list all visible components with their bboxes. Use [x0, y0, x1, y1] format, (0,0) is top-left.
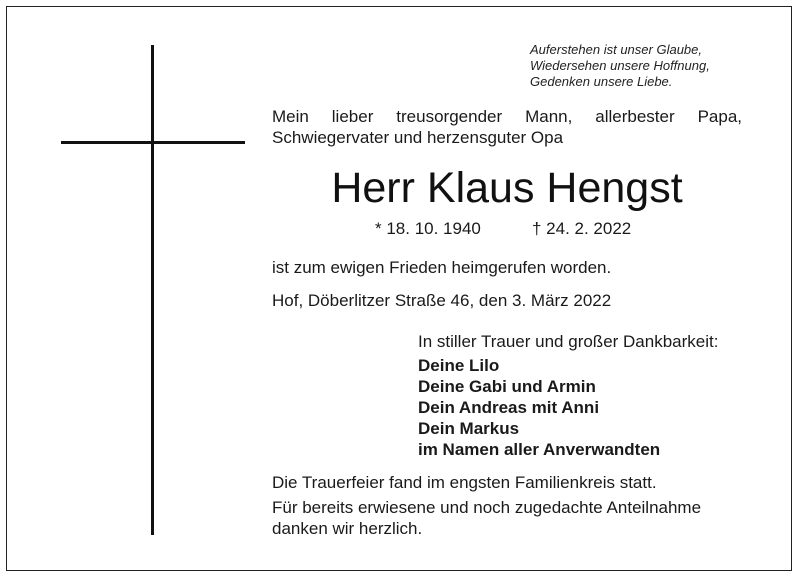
intro-line: Mein lieber treusorgender Mann, allerbester Papa, — [272, 107, 742, 126]
family-member: im Namen aller Anverwandten — [418, 440, 661, 459]
family-list — [418, 355, 660, 460]
motto — [530, 42, 760, 90]
family-member: Deine Gabi und Armin — [418, 377, 596, 396]
deceased-name: Herr Klaus Hengst — [331, 164, 683, 212]
death-date: † 24. 2. 2022 — [532, 219, 632, 238]
family-member: Dein Markus — [418, 419, 520, 438]
thanks-line: danken wir herzlich. — [272, 519, 423, 538]
cross-horizontal-bar — [61, 141, 245, 144]
family-member: Dein Andreas mit Anni — [418, 398, 600, 417]
cross-vertical-bar — [151, 45, 154, 535]
passed-text: ist zum ewigen Frieden heimgerufen worden. — [272, 258, 612, 277]
thanks-line: Für bereits erwiesene und noch zugedachte Anteilnahme — [272, 498, 702, 517]
intro-text — [272, 106, 742, 148]
birth-date: * 18. 10. 1940 — [375, 219, 481, 238]
family-member: Deine Lilo — [418, 356, 500, 375]
funeral-note: Die Trauerfeier fand im engsten Familienkreis statt. — [272, 473, 657, 492]
motto-line: Wiedersehen unsere Hoffnung, — [530, 58, 710, 73]
mourning-line: In stiller Trauer und großer Dankbarkeit: — [418, 332, 719, 351]
motto-line: Auferstehen ist unser Glaube, — [530, 42, 702, 57]
place-date: Hof, Döberlitzer Straße 46, den 3. März 2022 — [272, 291, 612, 310]
intro-line: Schwiegervater und herzensguter Opa — [272, 128, 564, 147]
motto-line: Gedenken unsere Liebe. — [530, 74, 673, 89]
